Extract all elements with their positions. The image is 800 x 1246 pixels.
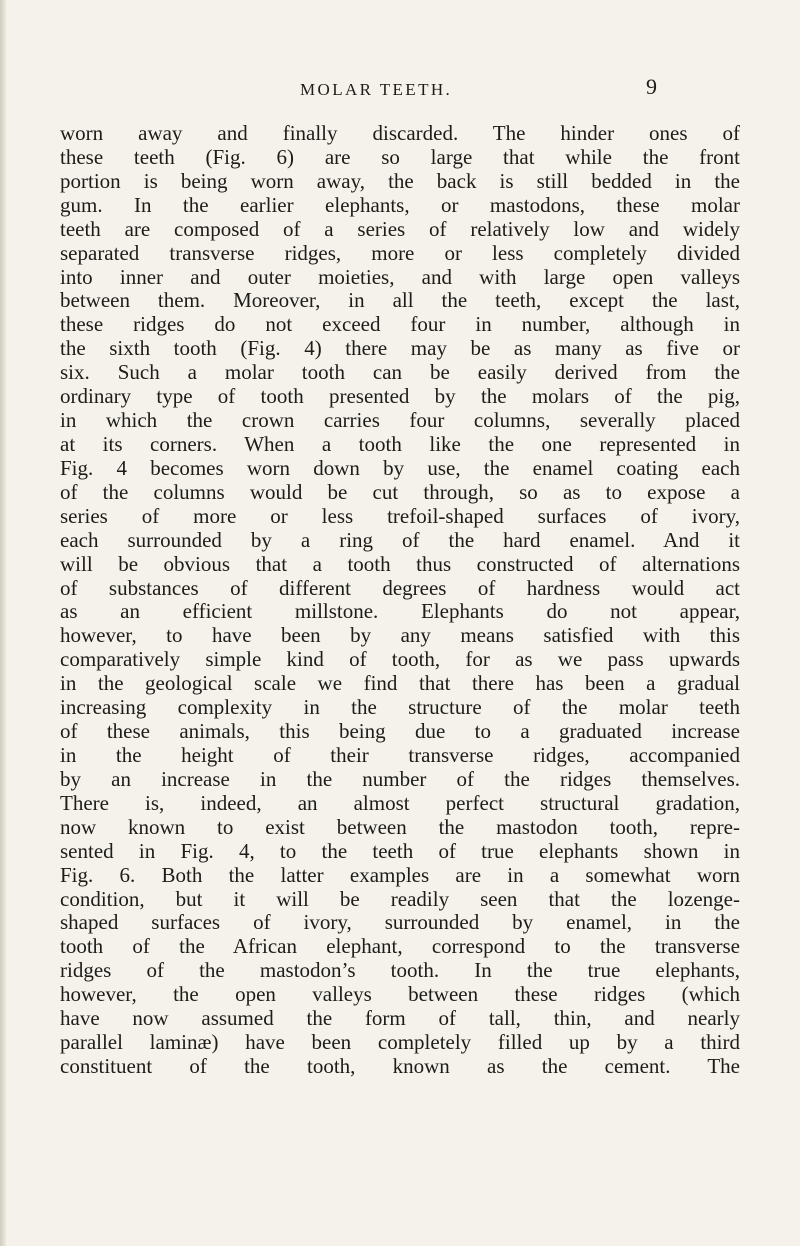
text-line: There is, indeed, an almost perfect structural gradation, xyxy=(60,790,740,815)
text-line: series of more or less trefoil-shaped surfaces of ivory, xyxy=(60,503,740,528)
text-line: in the height of their transverse ridges, accompanied xyxy=(60,742,740,767)
text-line: tooth of the African elephant, correspond to the transverse xyxy=(60,934,740,959)
text-line: gum. In the earlier elephants, or mastodons, these molar xyxy=(60,192,740,217)
text-line: have now assumed the form of tall, thin, and nearly xyxy=(60,1006,740,1031)
text-line: increasing complexity in the structure of the molar teeth xyxy=(60,695,740,720)
text-line: Fig. 4 becomes worn down by use, the enamel coating each xyxy=(60,455,740,480)
text-line: will be obvious that a tooth thus constructed of alternations xyxy=(60,551,740,576)
text-line: portion is being worn away, the back is still bedded in the xyxy=(60,168,740,193)
text-line: as an efficient millstone. Elephants do not appear, xyxy=(60,599,740,624)
text-line: Fig. 6. Both the latter examples are in a somewhat worn xyxy=(60,862,740,887)
text-line: between them. Moreover, in all the teeth, except the last, xyxy=(60,288,740,313)
text-line: of the columns would be cut through, so as to expose a xyxy=(60,479,740,504)
text-line: ordinary type of tooth presented by the molars of the pig, xyxy=(60,384,740,409)
page-edge xyxy=(0,0,6,1246)
text-line: worn away and finally discarded. The hinder ones of xyxy=(60,121,740,145)
text-line: these teeth (Fig. 6) are so large that while the front xyxy=(60,144,740,169)
text-line: comparatively simple kind of tooth, for as we pass upwards xyxy=(60,647,740,672)
text-line: the sixth tooth (Fig. 4) there may be as many as five or xyxy=(60,336,740,361)
text-line: teeth are composed of a series of relatively low and widely xyxy=(60,216,740,241)
page-header xyxy=(0,74,800,104)
text-line: separated transverse ridges, more or less completely divided xyxy=(60,240,740,265)
text-line: in the geological scale we find that there has been a gradual xyxy=(60,671,740,696)
text-line: six. Such a molar tooth can be easily derived from the xyxy=(60,360,740,385)
running-head: MOLAR TEETH. xyxy=(300,80,453,99)
text-line: shaped surfaces of ivory, surrounded by enamel, in the xyxy=(60,910,740,935)
text-line: by an increase in the number of the ridges themselves. xyxy=(60,766,740,791)
text-line: sented in Fig. 4, to the teeth of true elephants shown in xyxy=(60,838,740,863)
text-line: in which the crown carries four columns, severally placed xyxy=(60,408,740,433)
text-line: parallel laminæ) have been completely filled up by a third xyxy=(60,1030,740,1055)
text-line: each surrounded by a ring of the hard enamel. And it xyxy=(60,527,740,552)
text-line: now known to exist between the mastodon tooth, repre- xyxy=(60,814,740,839)
text-line: however, to have been by any means satisfied with this xyxy=(60,623,740,648)
text-line: however, the open valleys between these ridges (which xyxy=(60,982,740,1007)
text-line: of substances of different degrees of hardness would act xyxy=(60,575,740,600)
text-line: into inner and outer moieties, and with large open valleys xyxy=(60,264,740,289)
text-line: ridges of the mastodon’s tooth. In the true elephants, xyxy=(60,958,740,983)
text-line: at its corners. When a tooth like the one represented in xyxy=(60,431,740,456)
text-line: of these animals, this being due to a graduated increase xyxy=(60,719,740,744)
body-text xyxy=(60,122,740,1079)
text-line: these ridges do not exceed four in number, although in xyxy=(60,312,740,337)
text-line: constituent of the tooth, known as the cement. The xyxy=(60,1053,740,1078)
text-line: condition, but it will be readily seen that the lozenge- xyxy=(60,886,740,911)
page-number: 9 xyxy=(646,74,657,99)
